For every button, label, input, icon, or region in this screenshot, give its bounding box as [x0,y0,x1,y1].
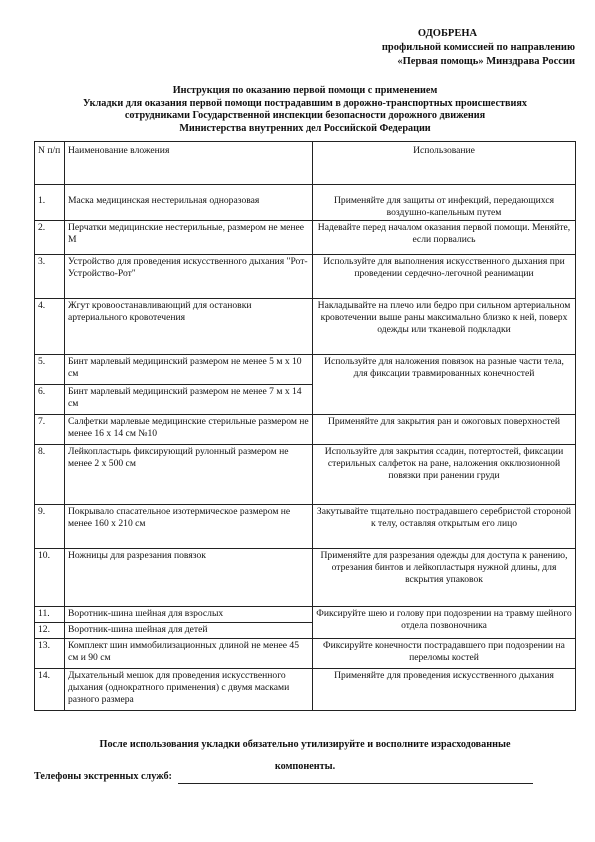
table-row [35,445,576,505]
row-use: Используйте для наложения повязок на разные части тела, для фиксации травмированных конечностей [313,355,576,415]
table-row [35,607,576,623]
row-use: Применяйте для защиты от инфекций, передающихся воздушно-капельным путем [313,185,576,221]
row-num: 10. [35,549,65,607]
row-num: 9. [35,505,65,549]
row-use: Фиксируйте конечности пострадавшего при подозрении на переломы костей [313,639,576,669]
table-row [35,549,576,607]
disposal-note-line: После использования укладки обязательно утилизируйте и восполните израсходованные [99,739,511,750]
table-row [35,185,576,221]
emergency-phones-blank-line[interactable] [178,773,533,784]
row-name: Бинт марлевый медицинский размером не менее 5 м х 10 см [65,355,313,385]
document-title [25,85,585,135]
row-num: 7. [35,415,65,445]
row-name: Устройство для проведения искусственного дыхания "Рот-Устройство-Рот" [65,255,313,299]
approval-title: ОДОБРЕНА [417,28,478,39]
row-name: Воротник-шина шейная для детей [65,623,313,639]
row-use: Фиксируйте шею и голову при подозрении на травму шейного отдела позвоночника [313,607,576,639]
approval-stamp [300,27,575,69]
row-num: 2. [35,221,65,255]
row-use: Надевайте перед началом оказания первой помощи. Меняйте, если порвались [313,221,576,255]
table-row [35,355,576,385]
row-use: Используйте для выполнения искусственного дыхания при проведении сердечно-легочной реанимации [313,255,576,299]
row-num: 14. [35,669,65,711]
row-num: 6. [35,385,65,415]
row-name: Ножницы для разрезания повязок [65,549,313,607]
row-name: Маска медицинская нестерильная одноразовая [65,185,313,221]
header-num: N п/п [35,142,65,185]
row-name: Лейкопластырь фиксирующий рулонный размером не менее 2 х 500 см [65,445,313,505]
contents-table [34,141,576,711]
header-name: Наименование вложения [65,142,313,185]
table-row [35,415,576,445]
row-name: Перчатки медицинские нестерильные, размером не менее М [65,221,313,255]
header-use: Использование [313,142,576,185]
row-name: Покрывало спасательное изотермическое размером не менее 160 х 210 см [65,505,313,549]
row-use: Применяйте для разрезания одежды для доступа к ранению, отрезания бинтов и лейкопластыря нужной длины, для вскрытия упаковок [313,549,576,607]
approval-body: «Первая помощь» Минздрава России [397,56,575,67]
disposal-note-line: компоненты. [274,761,336,772]
table-row [35,669,576,711]
table-row [35,639,576,669]
row-num: 3. [35,255,65,299]
approval-body: профильной комиссией по направлению [381,42,575,53]
row-name: Бинт марлевый медицинский размером не менее 7 м х 14 см [65,385,313,415]
row-use: Закутывайте тщательно пострадавшего серебристой стороной к телу, оставляя открытым его лицо [313,505,576,549]
row-use: Накладывайте на плечо или бедро при сильном артериальном кровотечении выше раны максимально близко к ней, поверх одежды или тканевой подкладки [313,299,576,355]
row-name: Салфетки марлевые медицинские стерильные размером не менее 16 х 14 см №10 [65,415,313,445]
title-line: Министерства внутренних дел Российской Федерации [179,122,431,134]
table-header-row [35,142,576,185]
title-line: сотрудниками Государственной инспекции безопасности дорожного движения [124,110,486,122]
emergency-phones-label: Телефоны экстренных служб: [34,771,172,782]
row-use: Используйте для закрытия ссадин, потертостей, фиксации стерильных салфеток на ране, наложения окклюзионной повязки при ранении груди [313,445,576,505]
row-use: Применяйте для проведения искусственного дыхания [313,669,576,711]
row-num: 13. [35,639,65,669]
row-num: 5. [35,355,65,385]
row-num: 12. [35,623,65,639]
row-use: Применяйте для закрытия ран и ожоговых поверхностей [313,415,576,445]
table-row [35,505,576,549]
emergency-phones [34,770,564,784]
table-row [35,255,576,299]
title-line: Укладки для оказания первой помощи пострадавшим в дорожно-транспортных происшествиях [83,97,527,109]
row-num: 4. [35,299,65,355]
row-name: Воротник-шина шейная для взрослых [65,607,313,623]
row-num: 1. [35,185,65,221]
table-row [35,299,576,355]
row-name: Комплект шин иммобилизационных длиной не менее 45 см и 90 см [65,639,313,669]
row-num: 8. [35,445,65,505]
row-num: 11. [35,607,65,623]
title-line: Инструкция по оказанию первой помощи с применением [172,85,438,96]
row-name: Жгут кровоостанавливающий для остановки артериального кровотечения [65,299,313,355]
table-row [35,221,576,255]
row-name: Дыхательный мешок для проведения искусственного дыхания (однократного применения) с двумя масками разного размера [65,669,313,711]
